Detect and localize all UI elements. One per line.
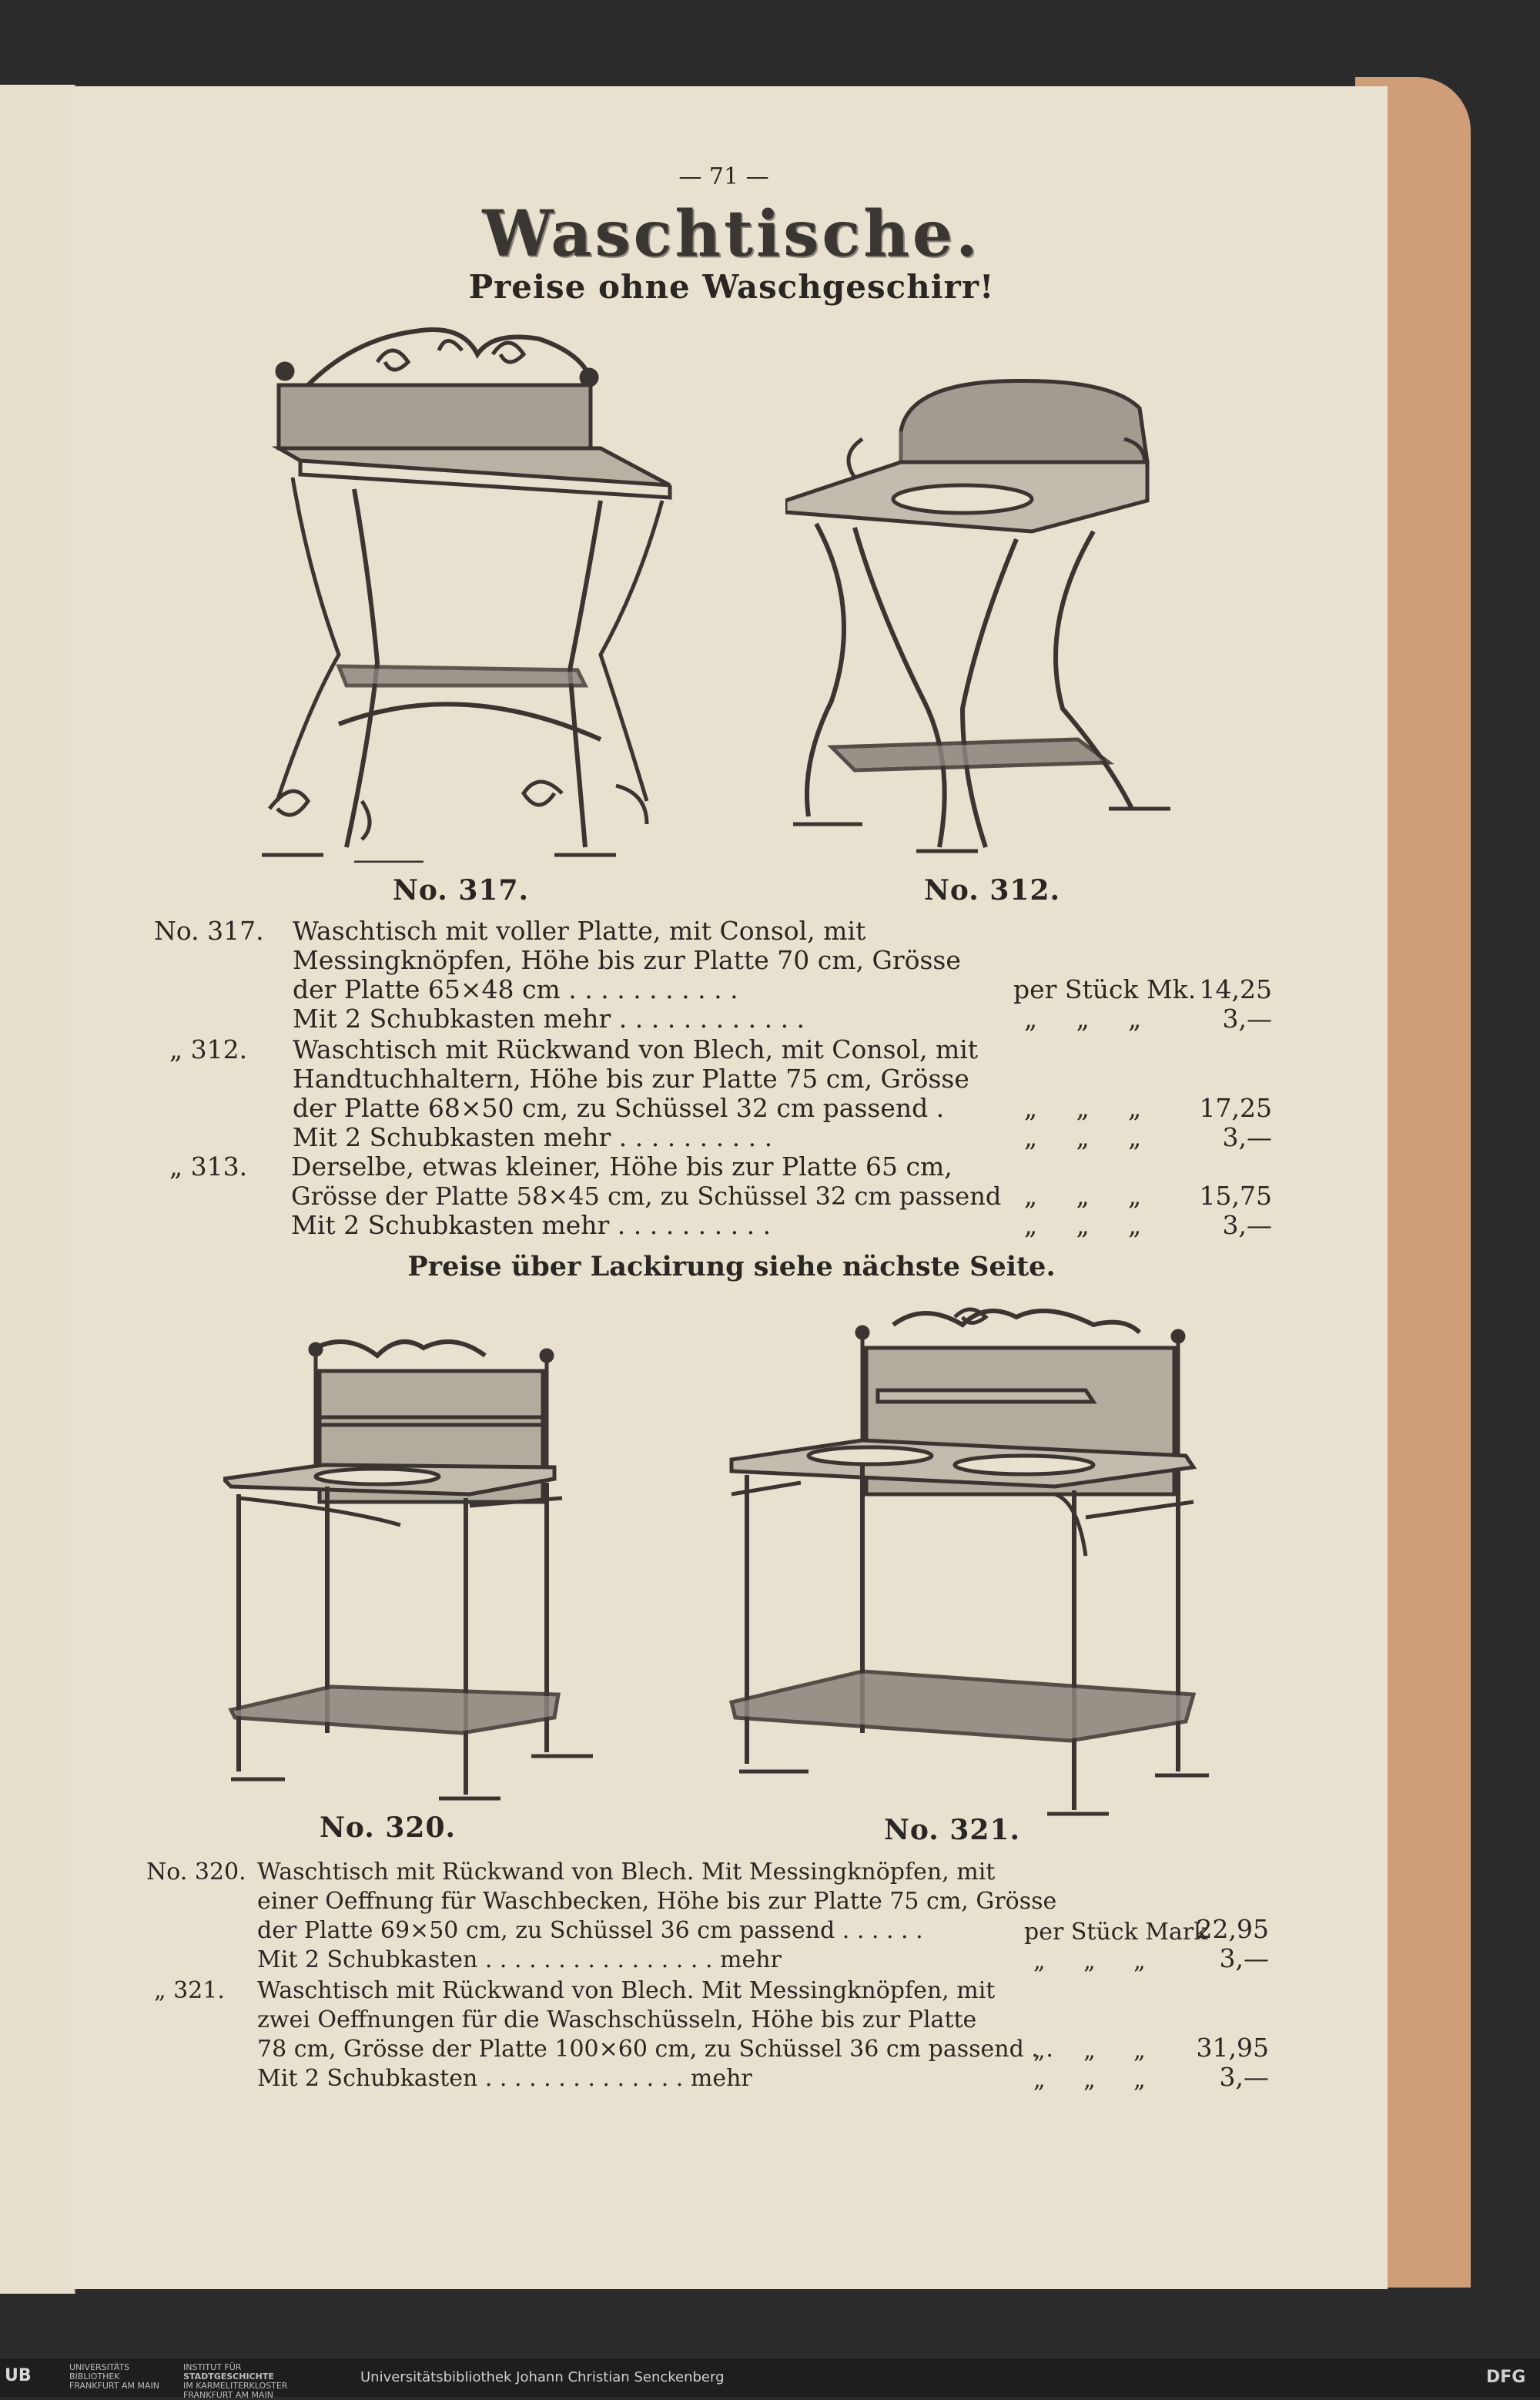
price-value: 14,25	[1199, 974, 1272, 1004]
price-value: 31,95	[1196, 2033, 1269, 2063]
ditto-marks: „ „ „	[1033, 2066, 1146, 2093]
entry-text: Waschtisch mit Rückwand von Blech. Mit Messingknöpfen, mit	[257, 1977, 996, 2004]
entry-text: der Platte 69×50 cm, zu Schüssel 36 cm passend . . . . . .	[257, 1917, 923, 1944]
entry-text: Mit 2 Schubkasten mehr . . . . . . . . . .	[293, 1122, 773, 1152]
price-value: 3,—	[1222, 1122, 1272, 1152]
price-value: 3,—	[1222, 1210, 1272, 1240]
entry-number: No. 320.	[146, 1859, 246, 1885]
entry-number: „ 313.	[169, 1151, 248, 1182]
institute-logo-line: STADTGESCHICHTE	[183, 2372, 274, 2382]
price-value: 3,—	[1222, 1004, 1272, 1034]
library-credit: Universitätsbibliothek Johann Christian Senckenberg	[360, 2369, 725, 2385]
entry-text: Derselbe, etwas kleiner, Höhe bis zur Platte 65 cm,	[291, 1151, 952, 1182]
ditto-marks: „ „ „	[1033, 1948, 1146, 1975]
entry-text: der Platte 65×48 cm . . . . . . . . . . .	[293, 974, 738, 1004]
caption-320: No. 320.	[320, 1812, 457, 1844]
entry-text: Handtuchhaltern, Höhe bis zur Platte 75 cm, Grösse	[293, 1064, 969, 1094]
entry-number: No. 317.	[154, 916, 264, 946]
entry-text: Mit 2 Schubkasten mehr . . . . . . . . . . . .	[293, 1004, 805, 1034]
institute-logo-line: FRANKFURT AM MAIN	[183, 2390, 273, 2400]
ditto-marks: „ „ „	[1024, 1210, 1142, 1240]
price-value: 3,—	[1219, 2062, 1269, 2092]
entry-text: Grösse der Platte 58×45 cm, zu Schüssel 32 cm passend	[291, 1182, 1002, 1211]
entry-number: „ 321.	[154, 1977, 225, 2004]
ub-logo-line: BIBLIOTHEK	[69, 2372, 120, 2382]
institute-logo-line: INSTITUT FÜR	[183, 2362, 242, 2372]
entry-number: „ 312.	[169, 1034, 248, 1064]
entry-text: Messingknöpfen, Höhe bis zur Platte 70 cm, Grösse	[293, 945, 961, 975]
ub-logo: UB	[5, 2366, 32, 2385]
washstand-312-illustration	[785, 377, 1170, 855]
ub-logo-line: FRANKFURT AM MAIN	[69, 2381, 159, 2391]
price-unit: per Stück Mk.	[1013, 974, 1197, 1004]
entry-text: Mit 2 Schubkasten . . . . . . . . . . . . . . mehr	[257, 2065, 752, 2092]
caption-317: No. 317.	[393, 874, 530, 907]
ditto-marks: „ „ „	[1024, 1181, 1142, 1211]
ditto-marks: „ „ „	[1033, 2037, 1146, 2064]
page-subtitle: Preise ohne Waschgeschirr!	[468, 268, 995, 306]
entry-text: Mit 2 Schubkasten mehr . . . . . . . . . .	[291, 1210, 772, 1240]
ub-logo-line: UNIVERSITÄTS	[69, 2362, 130, 2372]
entry-text: einer Oeffnung für Waschbecken, Höhe bis zur Platte 75 cm, Grösse	[257, 1888, 1057, 1915]
caption-312: No. 312.	[924, 874, 1061, 907]
entry-text: der Platte 68×50 cm, zu Schüssel 32 cm passend .	[293, 1093, 945, 1123]
washstand-321-illustration	[724, 1302, 1217, 1818]
price-value: 17,25	[1199, 1093, 1272, 1123]
page-number: — 71 —	[678, 163, 769, 190]
washstand-317-illustration	[262, 323, 678, 863]
entry-text: Waschtisch mit Rückwand von Blech, mit Consol, mit	[293, 1034, 979, 1064]
institute-logo-line: IM KARMELITERKLOSTER	[183, 2381, 288, 2391]
price-value: 22,95	[1196, 1914, 1269, 1944]
entry-text: Waschtisch mit Rückwand von Blech. Mit Messingknöpfen, mit	[257, 1859, 996, 1885]
ditto-marks: „ „ „	[1024, 1004, 1142, 1034]
entry-text: 78 cm, Grösse der Platte 100×60 cm, zu Schüssel 36 cm passend . .	[257, 2036, 1053, 2063]
lacquer-note: Preise über Lackirung siehe nächste Seite.	[407, 1251, 1056, 1282]
ditto-marks: „ „ „	[1024, 1122, 1142, 1152]
washstand-320-illustration	[223, 1332, 608, 1802]
price-value: 15,75	[1199, 1181, 1272, 1211]
facing-page-edge	[0, 85, 75, 2294]
ditto-marks: „ „ „	[1024, 1093, 1142, 1123]
institute-logo-text	[183, 2363, 287, 2400]
entry-text: Waschtisch mit voller Platte, mit Consol, mit	[293, 916, 866, 946]
entry-text: zwei Oeffnungen für die Waschschüsseln, Höhe bis zur Platte	[257, 2006, 977, 2033]
caption-321: No. 321.	[884, 1814, 1021, 1846]
price-value: 3,—	[1219, 1943, 1269, 1973]
price-unit: per Stück Mark	[1024, 1919, 1208, 1946]
entry-text: Mit 2 Schubkasten . . . . . . . . . . . . . . . . mehr	[257, 1946, 782, 1973]
ub-logo-text	[69, 2363, 159, 2391]
page-title: Waschtische.	[482, 197, 981, 271]
dfg-logo: DFG	[1486, 2368, 1526, 2387]
